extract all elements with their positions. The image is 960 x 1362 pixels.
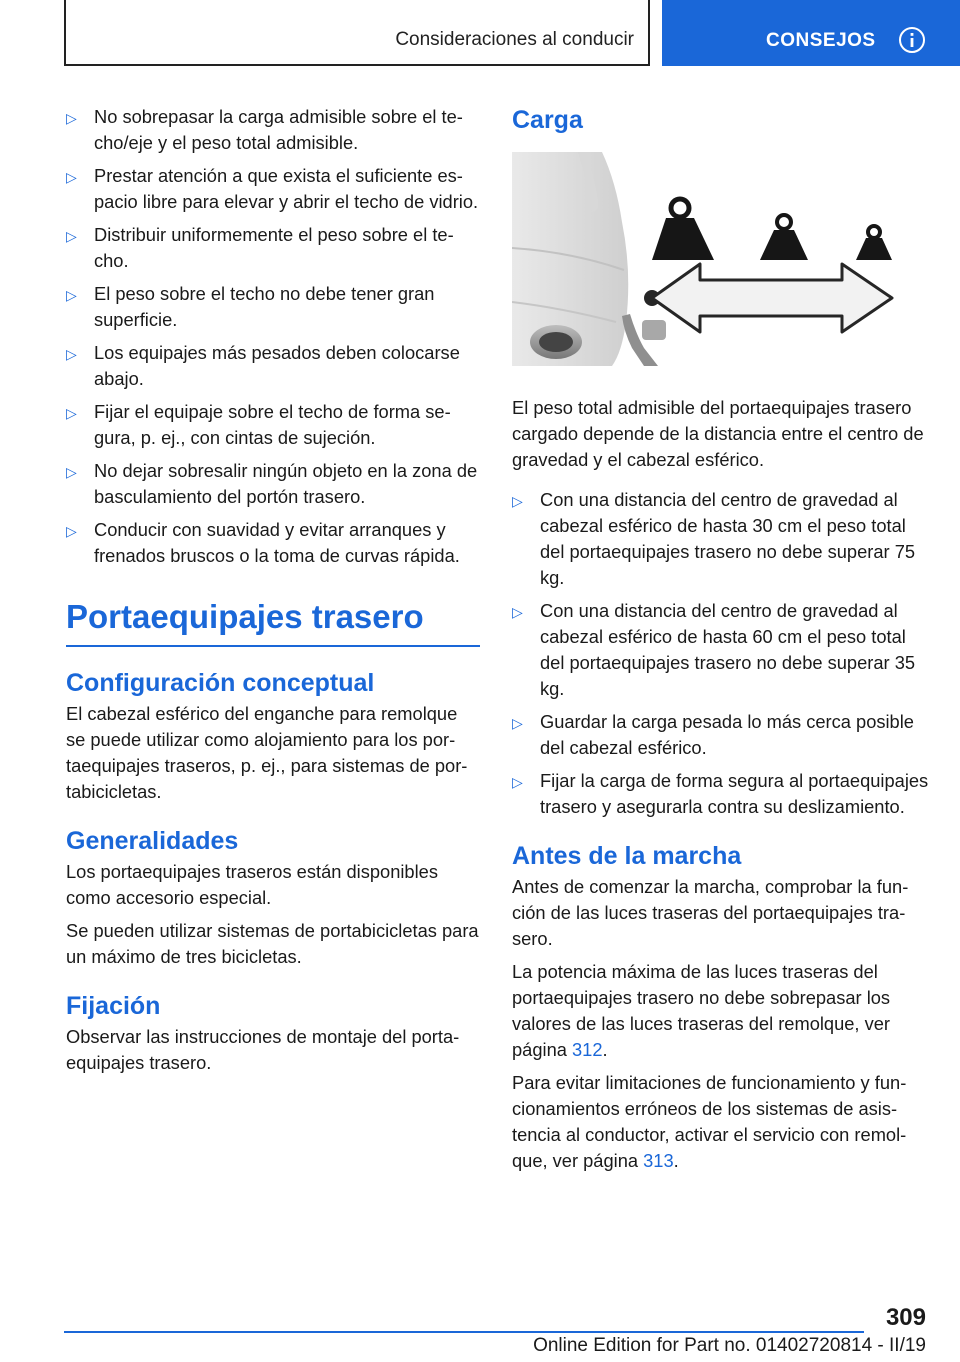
load-list — [512, 487, 930, 820]
list-item: ▷ Con una distancia del centro de gravedad al cabezal esférico de hasta 60 cm el peso total del portaequipajes trasero no debe superar 35 kg. — [512, 600, 916, 699]
triangle-right-outline-icon: ▷ — [512, 604, 523, 620]
list-item: ▷ Distribuir uniformemente el peso sobre el techo. — [66, 224, 454, 271]
load-paragraph: El peso total admisible del portaequipajes trasero cargado depende de la distancia entre el centro de gravedad y el cabezal esférico. — [512, 397, 924, 470]
triangle-right-outline-icon: ▷ — [66, 110, 77, 126]
page-number: 309 — [885, 1304, 926, 1331]
page-link-313[interactable]: 313 — [643, 1150, 674, 1171]
before-paragraph-3: Para evitar limitaciones de funcionamiento y funcionamientos erróneos de los sistemas de asistencia al conductor, activar el servicio con remolque, ver página 313. — [512, 1072, 907, 1171]
list-item: ▷ No sobrepasar la carga admisible sobre el techo/eje y el peso total admisible. — [66, 106, 463, 153]
triangle-right-outline-icon: ▷ — [66, 346, 77, 362]
list-item: ▷ El peso sobre el techo no debe tener gran superficie. — [66, 283, 435, 330]
triangle-right-outline-icon: ▷ — [66, 287, 77, 303]
triangle-right-outline-icon: ▷ — [66, 169, 77, 185]
triangle-right-outline-icon: ▷ — [66, 405, 77, 421]
page-link-312[interactable]: 312 — [571, 1039, 603, 1060]
before-paragraph-1: Antes de comenzar la marcha, comprobar la función de las luces traseras del portaequipajes trasero. — [512, 876, 909, 949]
before-paragraph-2: La potencia máxima de las luces traseras del portaequipajes trasero no debe sobrepasar los valores de las luces traseras del remolque, ver página 312. — [512, 961, 891, 1060]
list-item: ▷ Con una distancia del centro de gravedad al cabezal esférico de hasta 30 cm el peso total del portaequipajes trasero no debe superar 75 kg. — [512, 489, 916, 588]
triangle-right-outline-icon: ▷ — [66, 228, 77, 244]
triangle-right-outline-icon: ▷ — [512, 774, 523, 790]
list-item: ▷ Fijar la carga de forma segura al portaequipajes trasero y asegurarla contra su deslizamiento. — [512, 770, 929, 817]
section-heading-rear-carrier: Portaequipajes trasero — [66, 597, 480, 647]
subheading-load: Carga — [512, 106, 583, 134]
general-paragraph-2: Se pueden utilizar sistemas de portabicicletas para un máximo de tres bicicletas. — [66, 920, 479, 967]
subheading-concept: Configuración conceptual — [66, 669, 375, 697]
header-chapter-title: CONSEJOS — [766, 30, 876, 51]
triangle-right-outline-icon: ▷ — [66, 523, 77, 539]
general-paragraph-1: Los portaequipajes traseros están disponibles como accesorio especial. — [66, 861, 438, 908]
header-section-title: Consideraciones al conducir — [395, 29, 634, 50]
subheading-general: Generalidades — [66, 827, 239, 855]
list-item: ▷ Conducir con suavidad y evitar arranques y frenados bruscos o la toma de curvas rápida. — [66, 519, 460, 566]
triangle-right-outline-icon: ▷ — [512, 493, 523, 509]
header-chapter-tab[interactable] — [662, 0, 960, 66]
triangle-right-outline-icon: ▷ — [512, 715, 523, 731]
left-column — [66, 104, 480, 1083]
roof-load-list — [66, 104, 480, 569]
footer-edition: Online Edition for Part no. 01402720814 - II/19 — [533, 1335, 926, 1356]
list-item: ▷ Los equipajes más pesados deben colocarse abajo. — [66, 342, 460, 389]
triangle-right-outline-icon: ▷ — [66, 464, 77, 480]
load-distance-illustration — [512, 152, 926, 366]
header-section-tab — [64, 0, 650, 66]
footer-divider — [64, 1331, 864, 1333]
info-icon[interactable] — [898, 26, 926, 54]
right-column — [512, 104, 930, 1181]
subheading-before-driving: Antes de la marcha — [512, 842, 742, 870]
concept-paragraph: El cabezal esférico del enganche para remolque se puede utilizar como alojamiento para los portaequipajes traseros, p. ej., para sistemas de portabicicletas. — [66, 703, 468, 802]
list-item: ▷ Fijar el equipaje sobre el techo de forma segura, p. ej., con cintas de sujeción. — [66, 401, 451, 448]
list-item: ▷ No dejar sobresalir ningún objeto en la zona de basculamiento del portón trasero. — [66, 460, 478, 507]
list-item: ▷ Guardar la carga pesada lo más cerca posible del cabezal esférico. — [512, 711, 914, 758]
list-item: ▷ Prestar atención a que exista el suficiente espacio libre para elevar y abrir el techo de vidrio. — [66, 165, 479, 212]
subheading-fixing: Fijación — [66, 992, 161, 1020]
fixing-paragraph: Observar las instrucciones de montaje del portaequipajes trasero. — [66, 1026, 460, 1073]
